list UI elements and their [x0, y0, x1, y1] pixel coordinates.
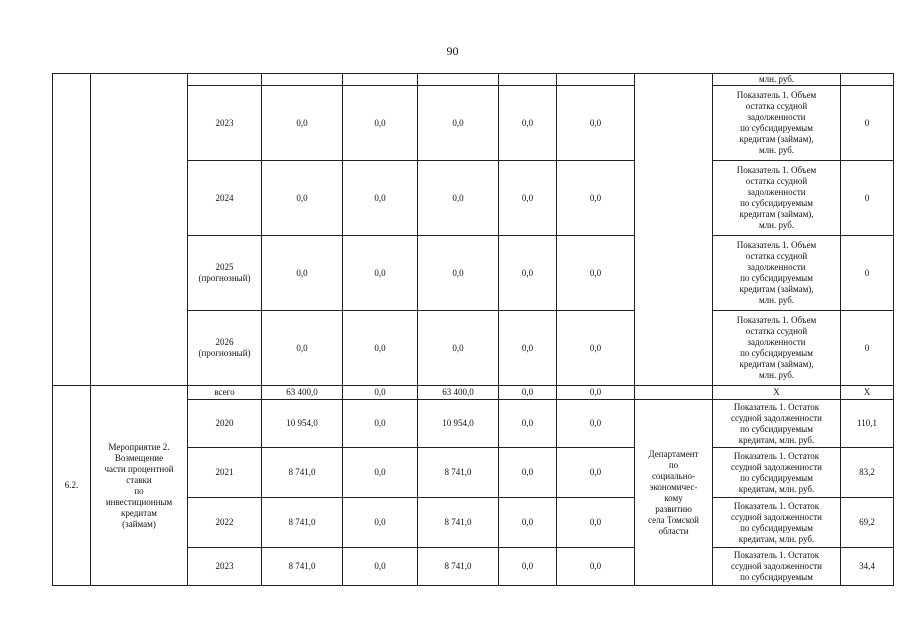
table-row: 2026 (прогнозный) 0,0 0,0 0,0 0,0 0,0 Показатель 1. Объем остатка ссудной задолженности по субсидируемым кредитам (займам), млн. руб. 0: [53, 311, 894, 386]
target-value: 110,1: [841, 400, 894, 448]
year-cell: 2023: [188, 548, 262, 586]
target-value: 0: [841, 86, 894, 161]
indicator-cell: Показатель 1. Объем остатка ссудной задолженности по субсидируемым кредитам (займам), млн. руб.: [713, 236, 841, 311]
num-cell: [53, 74, 91, 386]
table-row: 2022 8 741,0 0,0 8 741,0 0,0 0,0 Показатель 1. Остаток ссудной задолженности по субсидируемым кредитам, млн. руб. 69,2: [53, 498, 894, 548]
indicator-cell: Показатель 1. Остаток ссудной задолженности по субсидируемым: [713, 548, 841, 586]
target-value: 83,2: [841, 448, 894, 498]
year-cell: 2021: [188, 448, 262, 498]
indicator-cell: Показатель 1. Объем остатка ссудной задолженности по субсидируемым кредитам (займам), млн. руб.: [713, 311, 841, 386]
year-cell: 2023: [188, 86, 262, 161]
indicator-cell: Показатель 1. Остаток ссудной задолженности по субсидируемым кредитам, млн. руб.: [713, 400, 841, 448]
item-number: 6.2.: [53, 386, 91, 586]
name-cell: [91, 74, 188, 386]
table-row: 2025 (прогнозный) 0,0 0,0 0,0 0,0 0,0 Показатель 1. Объем остатка ссудной задолженности по субсидируемым кредитам (займам), млн. руб. 0: [53, 236, 894, 311]
target-value: Х: [841, 386, 894, 400]
indicator-cell: Показатель 1. Объем остатка ссудной задолженности по субсидируемым кредитам (займам), млн. руб.: [713, 161, 841, 236]
indicator-cell: Показатель 1. Остаток ссудной задолженности по субсидируемым кредитам, млн. руб.: [713, 498, 841, 548]
table-row: 2024 0,0 0,0 0,0 0,0 0,0 Показатель 1. Объем остатка ссудной задолженности по субсидируемым кредитам (займам), млн. руб. 0: [53, 161, 894, 236]
year-cell: 2024: [188, 161, 262, 236]
page-number: 90: [446, 44, 459, 58]
activity-name: Мероприятие 2. Возмещение части процентной ставки по инвестиционным кредитам (займам): [91, 386, 188, 586]
table-row: 2023 8 741,0 0,0 8 741,0 0,0 0,0 Показатель 1. Остаток ссудной задолженности по субсидируемым 34,4: [53, 548, 894, 586]
program-table: [52, 73, 894, 586]
table-row: 2023 0,0 0,0 0,0 0,0 0,0 Показатель 1. Объем остатка ссудной задолженности по субсидируемым кредитам (займам), млн. руб. 0: [53, 86, 894, 161]
indicator-cell: Х: [713, 386, 841, 400]
target-value: 0: [841, 236, 894, 311]
year-cell: 2025 (прогнозный): [188, 236, 262, 311]
target-value: 0: [841, 161, 894, 236]
target-value: 34,4: [841, 548, 894, 586]
dept-cell-empty: [635, 386, 713, 400]
year-cell: всего: [188, 386, 262, 400]
indicator-cell: Показатель 1. Остаток ссудной задолженности по субсидируемым кредитам, млн. руб.: [713, 448, 841, 498]
table-row: [53, 74, 894, 86]
dept-cell: [635, 74, 713, 386]
responsible-department: Департамент по социально- экономичес- кому развитию села Томской области: [635, 400, 713, 586]
table-row: 2020 10 954,0 0,0 10 954,0 0,0 0,0 Департамент по социально- экономичес- кому развитию села Томской области Показатель 1. Остаток ссудной задолженности по субсидируемым кредитам, млн. руб. 110,1: [53, 400, 894, 448]
table-row: 2021 8 741,0 0,0 8 741,0 0,0 0,0 Показатель 1. Остаток ссудной задолженности по субсидируемым кредитам, млн. руб. 83,2: [53, 448, 894, 498]
indicator-cell: Показатель 1. Объем остатка ссудной задолженности по субсидируемым кредитам (займам), млн. руб.: [713, 86, 841, 161]
year-cell: 2022: [188, 498, 262, 548]
table-row: 6.2. Мероприятие 2. Возмещение части процентной ставки по инвестиционным кредитам (займам) всего 63 400,0 0,0 63 400,0 0,0 0,0 Х Х: [53, 386, 894, 400]
target-value: 0: [841, 311, 894, 386]
year-cell: 2026 (прогнозный): [188, 311, 262, 386]
target-value: 69,2: [841, 498, 894, 548]
year-cell: 2020: [188, 400, 262, 448]
indicator-cell: млн. руб.: [713, 74, 841, 86]
